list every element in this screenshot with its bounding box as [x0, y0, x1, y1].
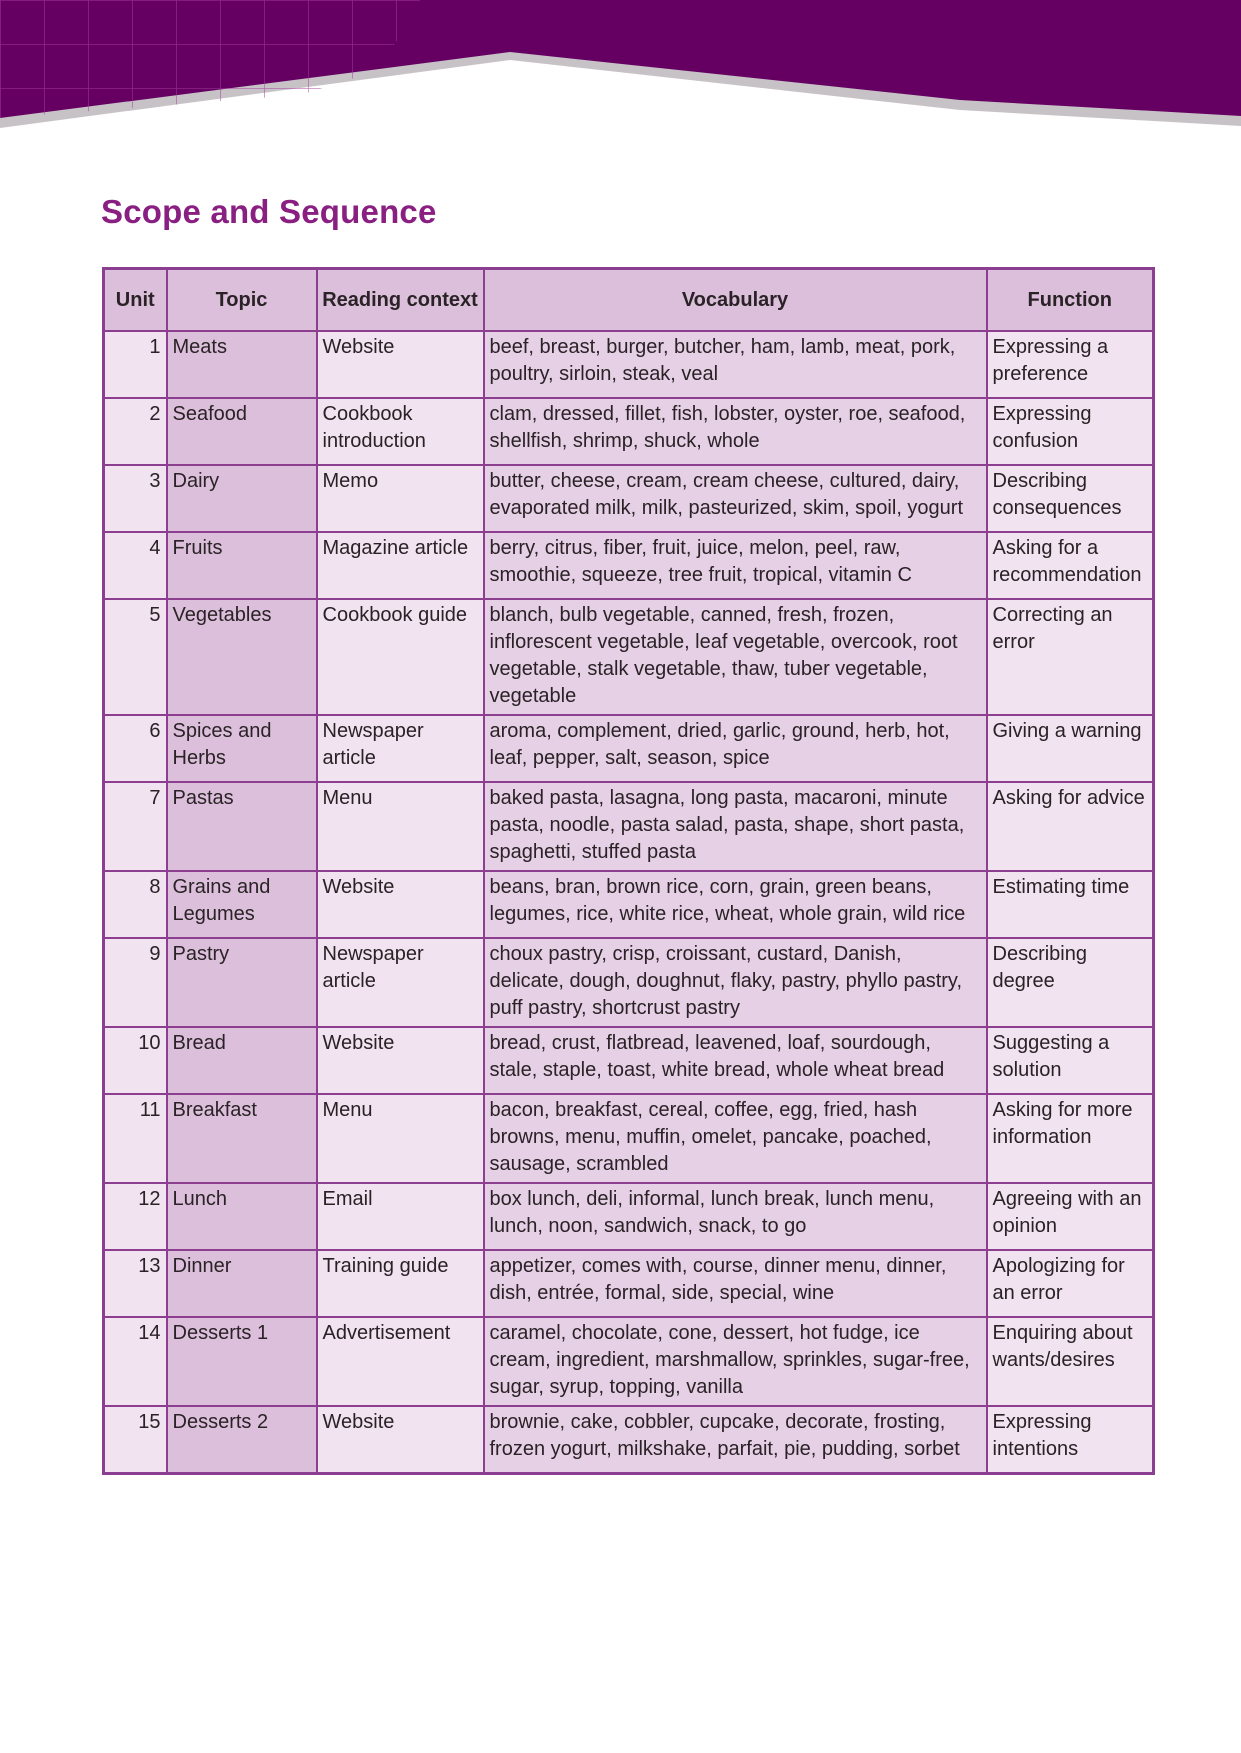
- header-function: Function: [987, 269, 1154, 332]
- table-row: [104, 465, 1154, 532]
- unit-cell: 1: [104, 331, 167, 398]
- function-cell: Asking for more information: [987, 1094, 1154, 1183]
- table-row: [104, 1183, 1154, 1250]
- function-cell: Expressing a preference: [987, 331, 1154, 398]
- topic-cell: Vegetables: [167, 599, 317, 715]
- table-row: [104, 1317, 1154, 1406]
- vocabulary-cell: beef, breast, burger, butcher, ham, lamb, meat, pork, poultry, sirloin, steak, veal: [484, 331, 987, 398]
- unit-cell: 2: [104, 398, 167, 465]
- function-cell: Asking for advice: [987, 782, 1154, 871]
- function-cell: Estimating time: [987, 871, 1154, 938]
- table-row: [104, 715, 1154, 782]
- unit-cell: 8: [104, 871, 167, 938]
- header-reading-context: Reading context: [317, 269, 484, 332]
- topic-cell: Breakfast: [167, 1094, 317, 1183]
- vocabulary-cell: berry, citrus, fiber, fruit, juice, melon, peel, raw, smoothie, squeeze, tree fruit, tropical, vitamin C: [484, 532, 987, 599]
- header-banner: [0, 0, 1241, 130]
- unit-cell: 12: [104, 1183, 167, 1250]
- function-cell: Correcting an error: [987, 599, 1154, 715]
- reading-context-cell: Website: [317, 871, 484, 938]
- table-row: [104, 532, 1154, 599]
- reading-context-cell: Advertisement: [317, 1317, 484, 1406]
- scope-table-container: [102, 267, 1152, 1475]
- table-row: [104, 599, 1154, 715]
- vocabulary-cell: blanch, bulb vegetable, canned, fresh, frozen, inflorescent vegetable, leaf vegetable, overcook, root vegetable, stalk vegetable, thaw, tuber vegetable, vegetable: [484, 599, 987, 715]
- topic-cell: Grains and Legumes: [167, 871, 317, 938]
- topic-cell: Meats: [167, 331, 317, 398]
- topic-cell: Bread: [167, 1027, 317, 1094]
- topic-cell: Spices and Herbs: [167, 715, 317, 782]
- reading-context-cell: Website: [317, 1027, 484, 1094]
- scope-sequence-table: [102, 267, 1155, 1475]
- topic-cell: Seafood: [167, 398, 317, 465]
- vocabulary-cell: beans, bran, brown rice, corn, grain, green beans, legumes, rice, white rice, wheat, whole grain, wild rice: [484, 871, 987, 938]
- reading-context-cell: Newspaper article: [317, 715, 484, 782]
- unit-cell: 4: [104, 532, 167, 599]
- function-cell: Agreeing with an opinion: [987, 1183, 1154, 1250]
- function-cell: Enquiring about wants/desires: [987, 1317, 1154, 1406]
- header-vocabulary: Vocabulary: [484, 269, 987, 332]
- function-cell: Asking for a recommendation: [987, 532, 1154, 599]
- topic-cell: Pastry: [167, 938, 317, 1027]
- table-row: [104, 331, 1154, 398]
- function-cell: Describing consequences: [987, 465, 1154, 532]
- table-row: [104, 1250, 1154, 1317]
- function-cell: Describing degree: [987, 938, 1154, 1027]
- header-unit: Unit: [104, 269, 167, 332]
- reading-context-cell: Magazine article: [317, 532, 484, 599]
- topic-cell: Fruits: [167, 532, 317, 599]
- reading-context-cell: Newspaper article: [317, 938, 484, 1027]
- table-row: [104, 782, 1154, 871]
- reading-context-cell: Cookbook introduction: [317, 398, 484, 465]
- unit-cell: 10: [104, 1027, 167, 1094]
- unit-cell: 14: [104, 1317, 167, 1406]
- table-row: [104, 871, 1154, 938]
- topic-cell: Lunch: [167, 1183, 317, 1250]
- reading-context-cell: Menu: [317, 782, 484, 871]
- unit-cell: 11: [104, 1094, 167, 1183]
- table-row: [104, 938, 1154, 1027]
- topic-cell: Pastas: [167, 782, 317, 871]
- vocabulary-cell: butter, cheese, cream, cream cheese, cultured, dairy, evaporated milk, milk, pasteurized, skim, spoil, yogurt: [484, 465, 987, 532]
- header-topic: Topic: [167, 269, 317, 332]
- topic-cell: Dinner: [167, 1250, 317, 1317]
- vocabulary-cell: choux pastry, crisp, croissant, custard, Danish, delicate, dough, doughnut, flaky, pastry, phyllo pastry, puff pastry, shortcrust pastry: [484, 938, 987, 1027]
- page-title: Scope and Sequence: [101, 193, 437, 230]
- vocabulary-cell: aroma, complement, dried, garlic, ground, herb, hot, leaf, pepper, salt, season, spice: [484, 715, 987, 782]
- vocabulary-cell: clam, dressed, fillet, fish, lobster, oyster, roe, seafood, shellfish, shrimp, shuck, whole: [484, 398, 987, 465]
- table-row: [104, 1406, 1154, 1473]
- table-header-row: [104, 269, 1154, 332]
- unit-cell: 3: [104, 465, 167, 532]
- unit-cell: 6: [104, 715, 167, 782]
- vocabulary-cell: bacon, breakfast, cereal, coffee, egg, fried, hash browns, menu, muffin, omelet, pancake, poached, sausage, scrambled: [484, 1094, 987, 1183]
- reading-context-cell: Training guide: [317, 1250, 484, 1317]
- function-cell: Apologizing for an error: [987, 1250, 1154, 1317]
- vocabulary-cell: caramel, chocolate, cone, dessert, hot fudge, ice cream, ingredient, marshmallow, sprinkles, sugar-free, sugar, syrup, topping, vanilla: [484, 1317, 987, 1406]
- unit-cell: 15: [104, 1406, 167, 1473]
- function-cell: Suggesting a solution: [987, 1027, 1154, 1094]
- unit-cell: 13: [104, 1250, 167, 1317]
- vocabulary-cell: brownie, cake, cobbler, cupcake, decorate, frosting, frozen yogurt, milkshake, parfait, pie, pudding, sorbet: [484, 1406, 987, 1473]
- reading-context-cell: Menu: [317, 1094, 484, 1183]
- unit-cell: 7: [104, 782, 167, 871]
- reading-context-cell: Memo: [317, 465, 484, 532]
- unit-cell: 9: [104, 938, 167, 1027]
- unit-cell: 5: [104, 599, 167, 715]
- vocabulary-cell: baked pasta, lasagna, long pasta, macaroni, minute pasta, noodle, pasta salad, pasta, shape, short pasta, spaghetti, stuffed pasta: [484, 782, 987, 871]
- function-cell: Giving a warning: [987, 715, 1154, 782]
- reading-context-cell: Email: [317, 1183, 484, 1250]
- table-row: [104, 398, 1154, 465]
- vocabulary-cell: bread, crust, flatbread, leavened, loaf, sourdough, stale, staple, toast, white bread, whole wheat bread: [484, 1027, 987, 1094]
- reading-context-cell: Website: [317, 331, 484, 398]
- table-row: [104, 1094, 1154, 1183]
- reading-context-cell: Website: [317, 1406, 484, 1473]
- topic-cell: Desserts 1: [167, 1317, 317, 1406]
- reading-context-cell: Cookbook guide: [317, 599, 484, 715]
- topic-cell: Dairy: [167, 465, 317, 532]
- function-cell: Expressing intentions: [987, 1406, 1154, 1473]
- table-row: [104, 1027, 1154, 1094]
- function-cell: Expressing confusion: [987, 398, 1154, 465]
- topic-cell: Desserts 2: [167, 1406, 317, 1473]
- vocabulary-cell: appetizer, comes with, course, dinner menu, dinner, dish, entrée, formal, side, special, wine: [484, 1250, 987, 1317]
- vocabulary-cell: box lunch, deli, informal, lunch break, lunch menu, lunch, noon, sandwich, snack, to go: [484, 1183, 987, 1250]
